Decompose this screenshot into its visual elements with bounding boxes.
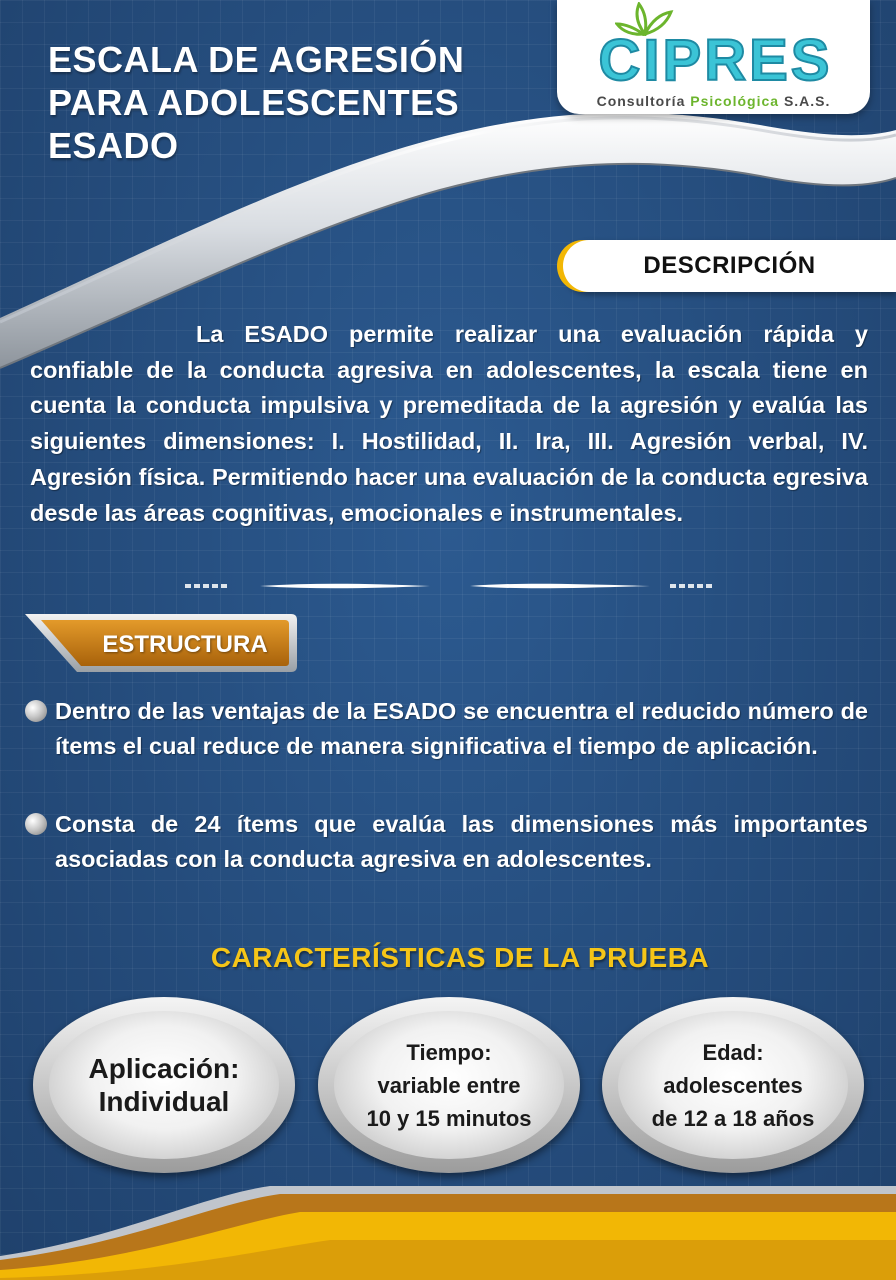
badge-content: [618, 1011, 848, 1159]
section-divider: [180, 580, 720, 594]
poster-title: [48, 38, 548, 167]
characteristics-heading: CARACTERÍSTICAS DE LA PRUEBA: [210, 942, 710, 973]
badge-line: Tiempo:: [406, 1039, 492, 1065]
badge-line: 10 y 15 minutos: [366, 1105, 532, 1131]
list-item-text: Dentro de las ventajas de la ESADO se encuentra el reducido número de ítems el cual reduce de manera significativa el tiempo de aplicación.: [55, 698, 868, 759]
list-item: [25, 694, 868, 764]
badge-content: [49, 1011, 279, 1159]
badge-line: Individual: [98, 1086, 230, 1117]
bullet-sphere-icon: [25, 700, 47, 722]
logo-subtitle-part: Psicológica: [690, 93, 780, 109]
badge-application: [33, 997, 295, 1173]
logo-subtitle: [557, 93, 870, 109]
badge-line: Edad:: [702, 1039, 764, 1065]
title-line: PARA ADOLESCENTES: [48, 82, 460, 123]
badge-age: [602, 997, 864, 1173]
description-text: La ESADO permite realizar una evaluación rápida y confiable de la conducta agresiva en adolescentes, la escala tiene en cuenta la conducta impulsiva y premeditada de la agresión y evalúa las siguientes dimensiones: I. Hostilidad, II. Ira, III. Agresión verbal, IV. Agresión física. Permitiendo hacer una evaluación de la conducta egresiva desde las áreas cognitivas, emocionales e instrumentales.: [30, 321, 868, 526]
badge-line: Aplicación:: [88, 1053, 240, 1084]
badge-time: [318, 997, 580, 1173]
structure-heading: ESTRUCTURA: [102, 631, 268, 658]
title-line: ESCALA DE AGRESIÓN: [48, 39, 465, 80]
footer-stripes-decoration: [0, 1178, 896, 1280]
description-heading: DESCRIPCIÓN: [563, 240, 896, 292]
logo-wordmark: CIPRES: [598, 28, 833, 93]
list-item-text: Consta de 24 ítems que evalúa las dimensiones más importantes asociadas con la conducta agresiva en adolescentes.: [55, 811, 868, 872]
badge-line: adolescentes: [663, 1072, 803, 1098]
badge-content: [334, 1011, 564, 1159]
cipres-logo: [557, 0, 870, 114]
title-line: ESADO: [48, 125, 179, 166]
badge-line: de 12 a 18 años: [651, 1105, 815, 1131]
logo-subtitle-part: Consultoría: [596, 93, 686, 109]
logo-subtitle-part: S.A.S.: [783, 93, 831, 109]
badge-line: variable entre: [377, 1072, 521, 1098]
bullet-sphere-icon: [25, 813, 47, 835]
list-item: [25, 807, 868, 877]
